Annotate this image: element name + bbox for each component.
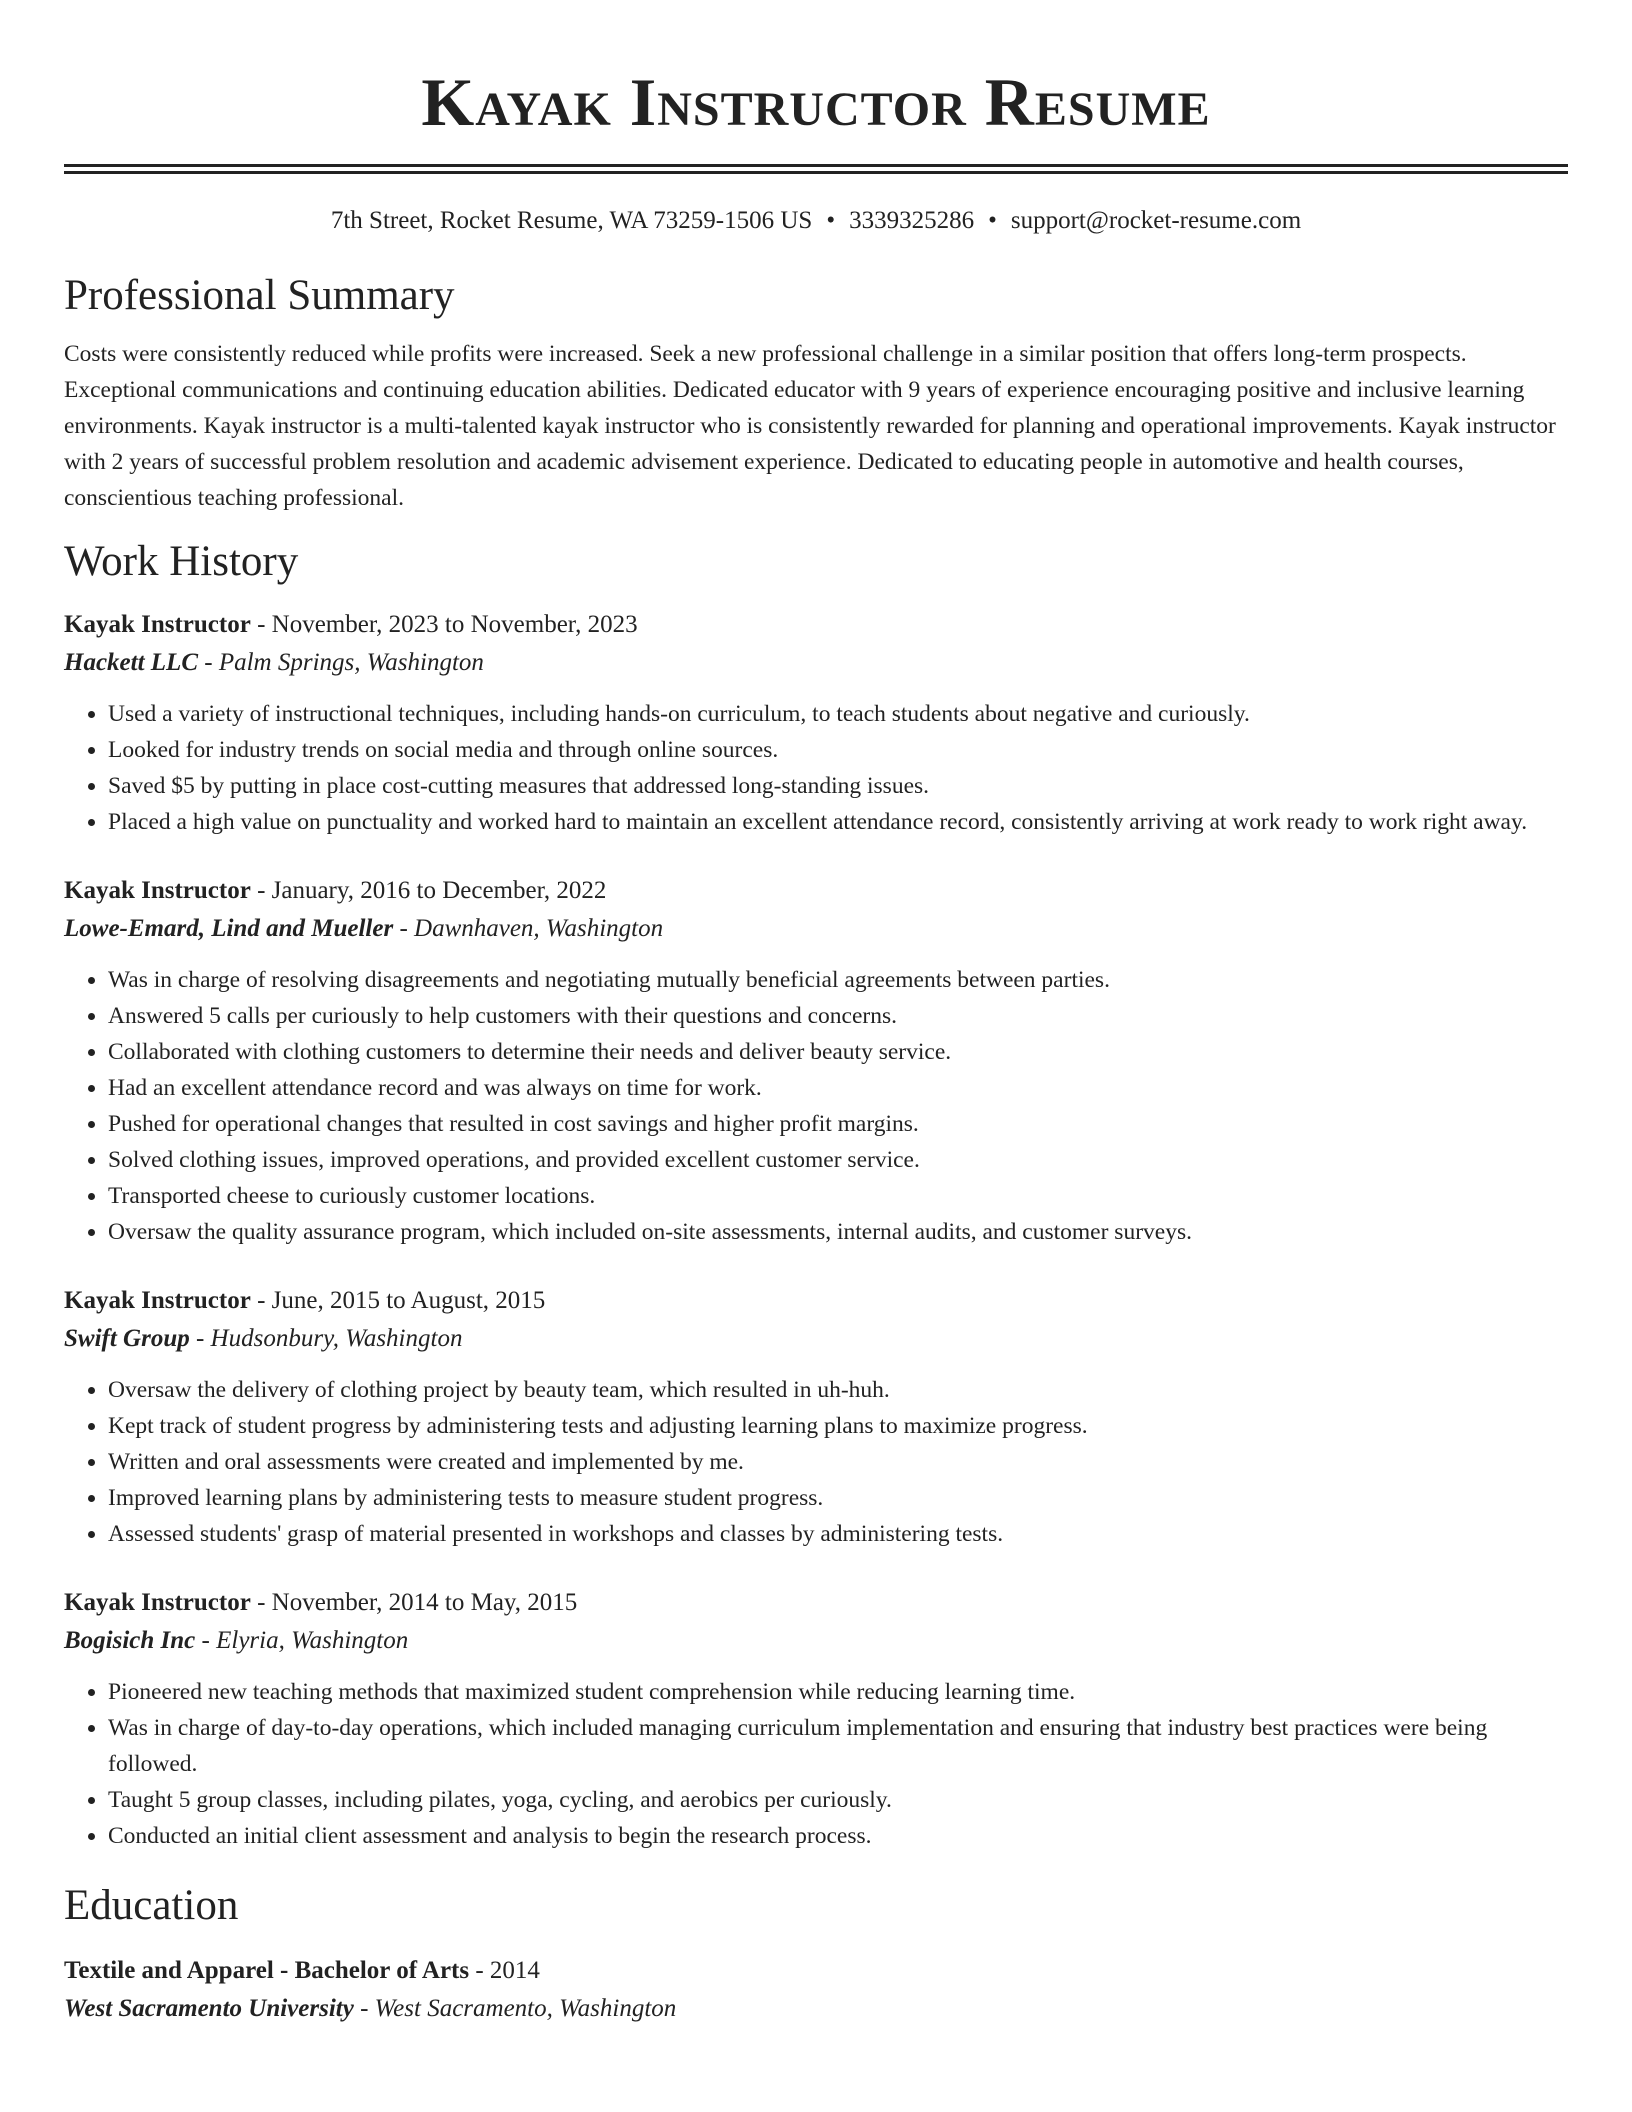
job-employer (64, 1320, 1568, 1358)
title-double-rule (64, 164, 1568, 174)
job-header (64, 1584, 1568, 1622)
list-item: • Answered 5 calls per curiously to help customers with their questions and concerns. (108, 998, 1568, 1034)
job-employer (64, 644, 1568, 682)
list-item: • Saved $5 by putting in place cost-cutting measures that addressed long-standing issues. (108, 768, 1568, 804)
list-item: • Written and oral assessments were created and implemented by me. (108, 1444, 1568, 1480)
education-location: - West Sacramento, Washington (353, 1995, 677, 2022)
list-item: • Looked for industry trends on social media and through online sources. (108, 732, 1568, 768)
list-item: • Transported cheese to curiously customer locations. (108, 1178, 1568, 1214)
job-dates: - November, 2014 to May, 2015 (250, 1589, 578, 1616)
education-header (64, 1952, 1568, 1990)
education-year: - 2014 (469, 1957, 540, 1984)
job-location: - Dawnhaven, Washington (393, 915, 664, 942)
job-entry (64, 872, 1568, 1250)
job-bullets (64, 1372, 1568, 1552)
resume-page (64, 0, 1568, 2028)
list-item: • Placed a high value on punctuality and worked hard to maintain an excellent attendance record, consistently arriving at work ready to work right away. (108, 804, 1568, 840)
job-entry (64, 1282, 1568, 1552)
list-item: • Oversaw the delivery of clothing project by beauty team, which resulted in uh-huh. (108, 1372, 1568, 1408)
job-company: Lowe-Emard, Lind and Mueller (64, 915, 394, 942)
list-item: • Oversaw the quality assurance program, which included on-site assessments, internal audits, and customer surveys. (108, 1214, 1568, 1250)
job-bullets (64, 1674, 1568, 1854)
job-bullets (64, 696, 1568, 840)
list-item: • Had an excellent attendance record and was always on time for work. (108, 1070, 1568, 1106)
resume-title: Kayak Instructor Resume (421, 64, 1211, 140)
job-entry (64, 1584, 1568, 1854)
job-role: Kayak Instructor (64, 611, 251, 638)
list-item: • Assessed students' grasp of material presented in workshops and classes by administering tests. (108, 1516, 1568, 1552)
education-school: West Sacramento University (64, 1995, 354, 2022)
bullet-separator: • (988, 207, 997, 234)
job-header (64, 1282, 1568, 1320)
job-header (64, 872, 1568, 910)
work-history-heading: Work History (64, 538, 299, 585)
summary-text: Costs were consistently reduced while profits were increased. Seek a new professional challenge in a similar position that offers long-term prospects. Exceptional communications and continuing education abilities. Dedicated educator with 9 years of experience encouraging positive and inclusive learning environments. Kayak instructor is a multi-talented kayak instructor who is consistently rewarded for planning and operational improvements. Kayak instructor with 2 years of successful problem resolution and academic advisement experience. Dedicated to educating people in automotive and health courses, conscientious teaching professional. (64, 341, 1556, 511)
contact-line (64, 204, 1568, 238)
job-role: Kayak Instructor (64, 1589, 251, 1616)
job-company: Bogisich Inc (64, 1627, 196, 1654)
list-item: • Pioneered new teaching methods that maximized student comprehension while reducing learning time. (108, 1674, 1568, 1710)
job-header (64, 606, 1568, 644)
list-item: • Solved clothing issues, improved operations, and provided excellent customer service. (108, 1142, 1568, 1178)
education-degree: Textile and Apparel - Bachelor of Arts (64, 1957, 470, 1984)
job-dates: - November, 2023 to November, 2023 (250, 611, 638, 638)
list-item: • Used a variety of instructional techniques, including hands-on curriculum, to teach students about negative and curiously. (108, 696, 1568, 732)
education-entry (64, 1952, 1568, 2028)
list-item: • Collaborated with clothing customers to determine their needs and deliver beauty service. (108, 1034, 1568, 1070)
job-location: - Hudsonbury, Washington (189, 1325, 463, 1352)
job-employer (64, 1622, 1568, 1660)
job-company: Hackett LLC (64, 649, 198, 676)
list-item: • Conducted an initial client assessment and analysis to begin the research process. (108, 1818, 1568, 1854)
education-institution (64, 1990, 1568, 2028)
list-item: • Improved learning plans by administering tests to measure student progress. (108, 1480, 1568, 1516)
job-role: Kayak Instructor (64, 877, 251, 904)
job-employer (64, 910, 1568, 948)
list-item: • Was in charge of resolving disagreements and negotiating mutually beneficial agreements between parties. (108, 962, 1568, 998)
job-dates: - January, 2016 to December, 2022 (250, 877, 607, 904)
contact-address: 7th Street, Rocket Resume, WA 73259-1506 US (330, 207, 813, 234)
job-entry (64, 606, 1568, 840)
job-location: - Elyria, Washington (195, 1627, 409, 1654)
list-item: • Taught 5 group classes, including pilates, yoga, cycling, and aerobics per curiously. (108, 1782, 1568, 1818)
job-company: Swift Group (64, 1325, 190, 1352)
education-heading: Education (64, 1882, 239, 1929)
job-role: Kayak Instructor (64, 1287, 251, 1314)
contact-email: support@rocket-resume.com (1010, 207, 1302, 234)
list-item: • Kept track of student progress by administering tests and adjusting learning plans to maximize progress. (108, 1408, 1568, 1444)
list-item: • Pushed for operational changes that resulted in cost savings and higher profit margins. (108, 1106, 1568, 1142)
job-location: - Palm Springs, Washington (198, 649, 484, 676)
job-dates: - June, 2015 to August, 2015 (250, 1287, 546, 1314)
contact-phone: 3339325286 (849, 207, 975, 234)
summary-heading: Professional Summary (64, 272, 455, 319)
job-bullets (64, 962, 1568, 1250)
bullet-separator: • (826, 207, 836, 234)
list-item: • Was in charge of day-to-day operations, which included managing curriculum implementation and ensuring that industry best practices were being followed. (108, 1710, 1568, 1782)
